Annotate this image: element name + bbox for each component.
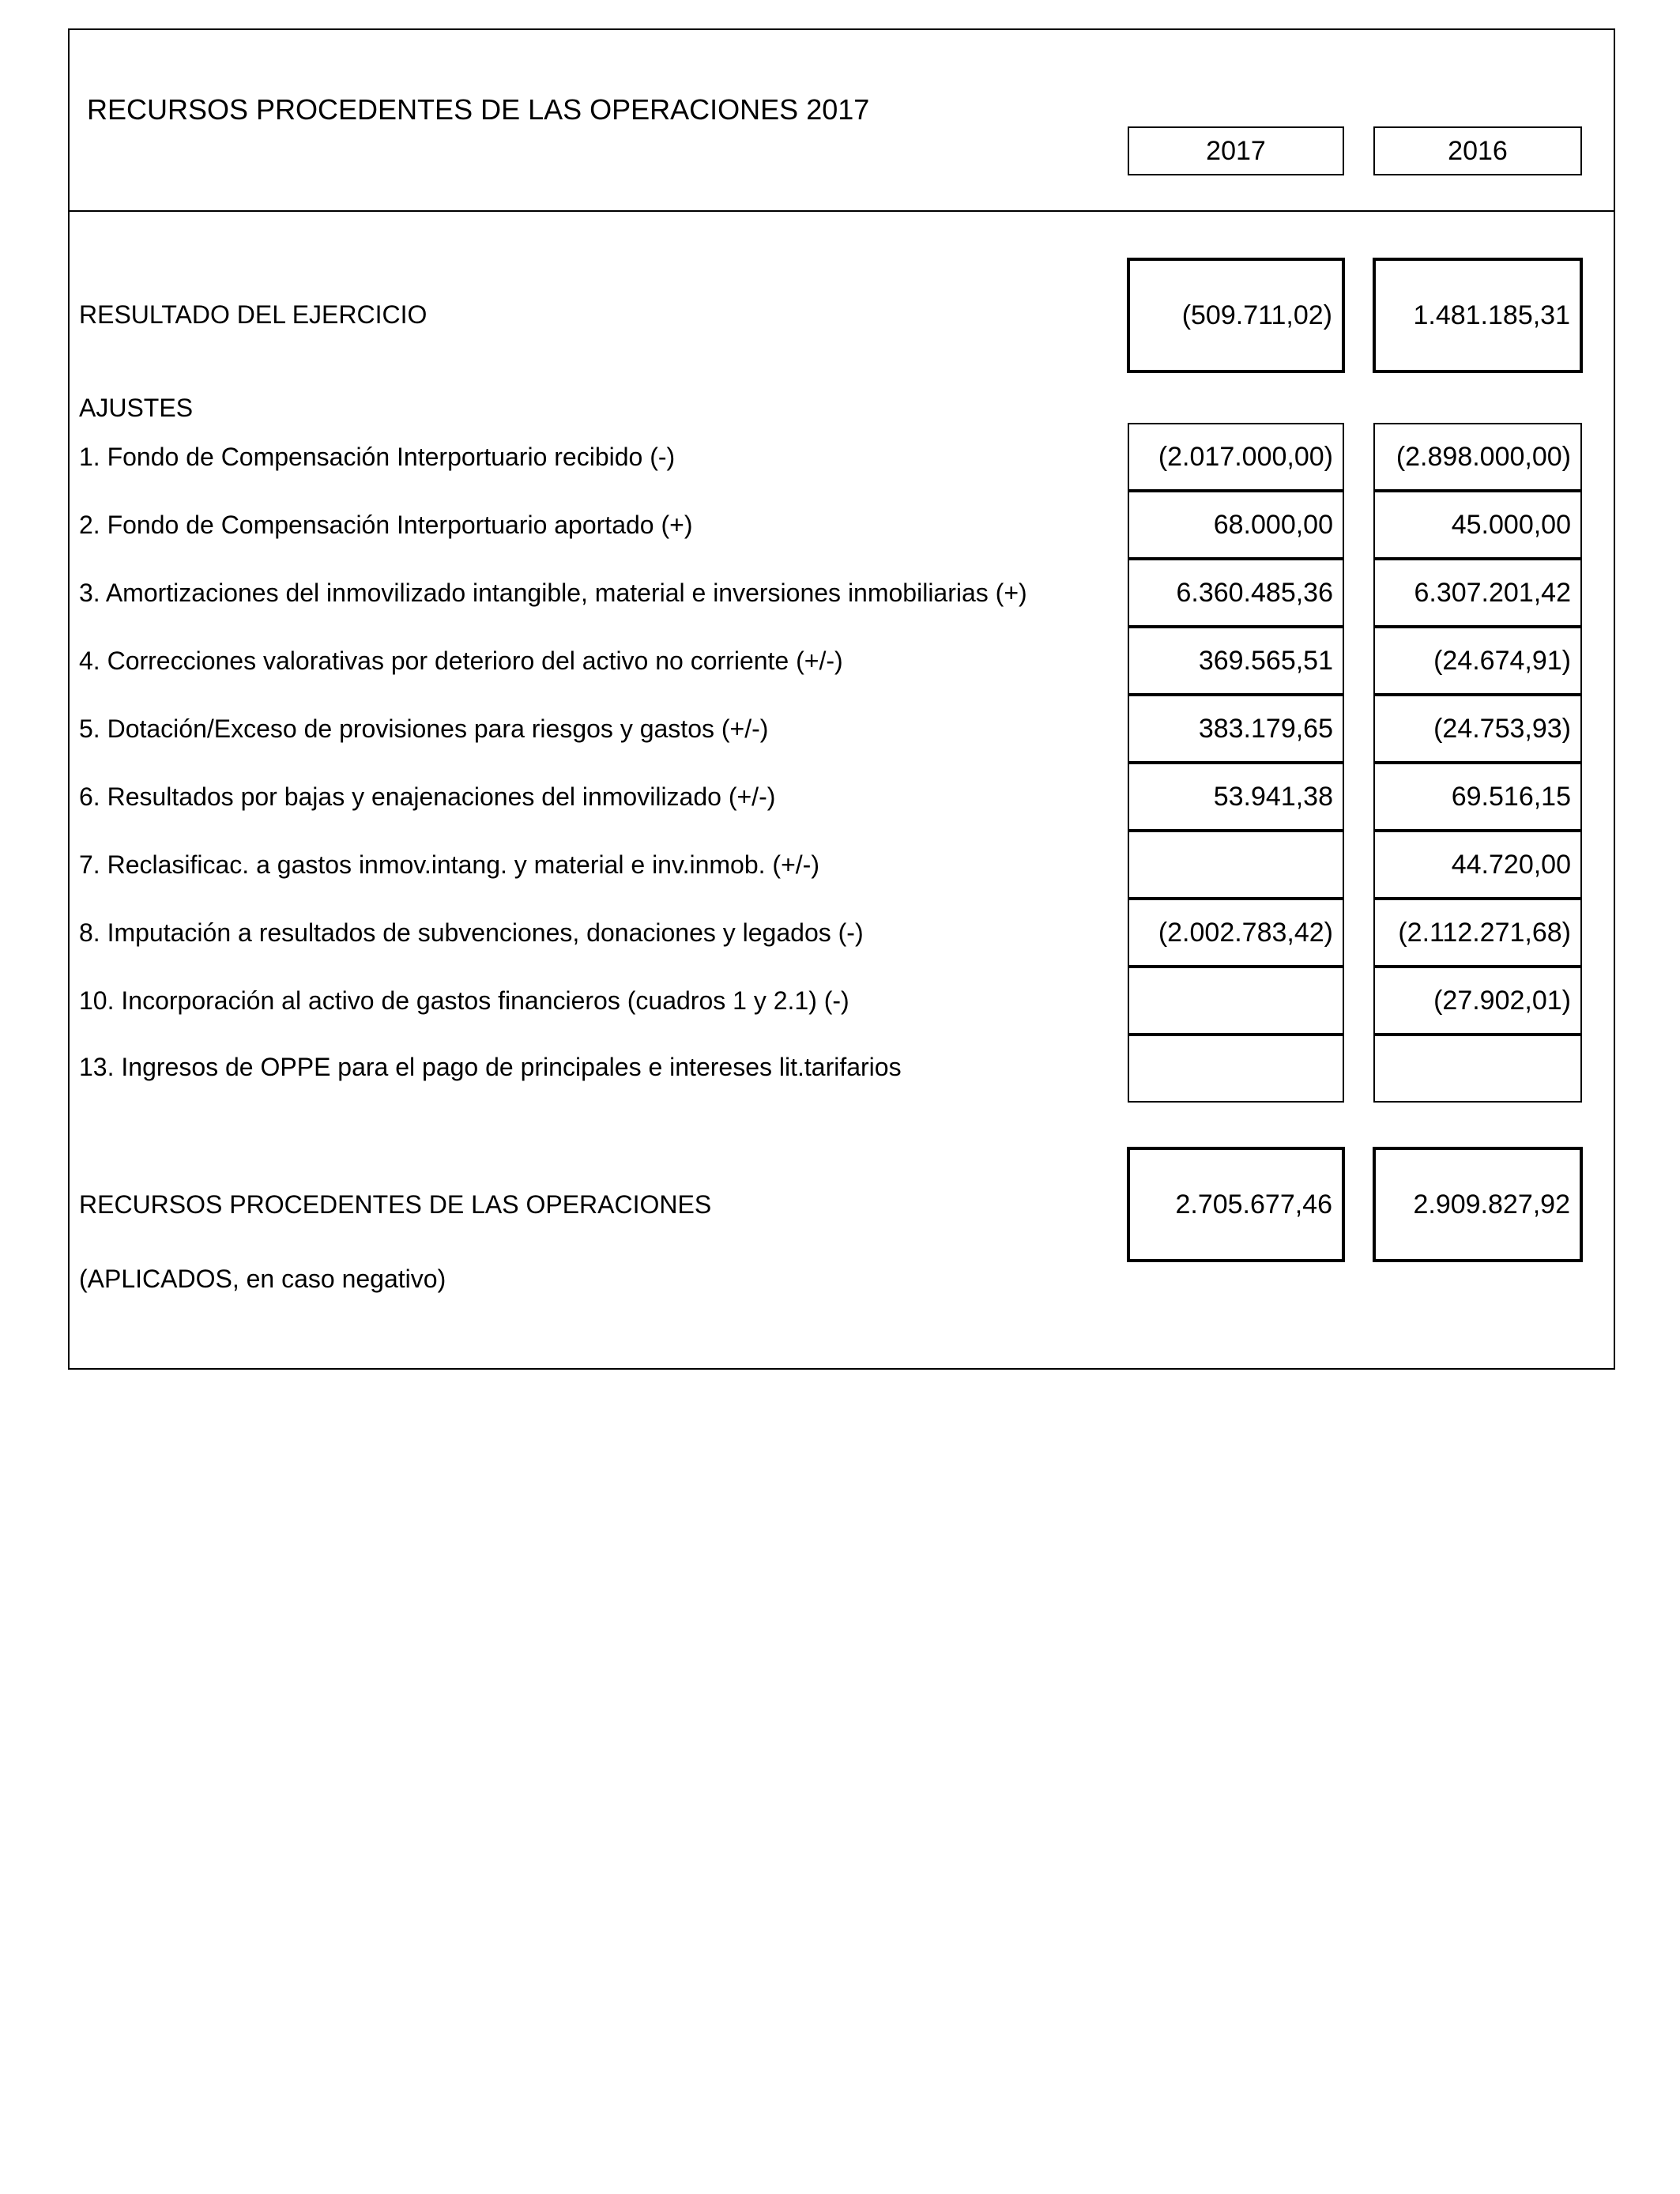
- row-2016-value: (27.902,01): [1373, 967, 1582, 1035]
- row-2017-value: 68.000,00: [1128, 491, 1344, 559]
- row-2017-value: [1128, 1035, 1344, 1103]
- column-header-2016: 2016: [1373, 126, 1582, 175]
- row-2016-value: (2.898.000,00): [1373, 423, 1582, 491]
- row-label: 2. Fondo de Compensación Interportuario aportado (+): [79, 511, 693, 539]
- row-label: 7. Reclasificac. a gastos inmov.intang. y material e inv.inmob. (+/-): [79, 850, 819, 879]
- page-title: RECURSOS PROCEDENTES DE LAS OPERACIONES 2017: [87, 93, 870, 126]
- row-2016-value: (24.674,91): [1373, 627, 1582, 695]
- header-divider: [68, 210, 1615, 212]
- row-2017-value: 6.360.485,36: [1128, 559, 1344, 627]
- total-label: RECURSOS PROCEDENTES DE LAS OPERACIONES: [79, 1190, 712, 1219]
- resultado-2016-value: 1.481.185,31: [1373, 258, 1583, 373]
- row-2016-value: 45.000,00: [1373, 491, 1582, 559]
- row-2016-value: 44.720,00: [1373, 831, 1582, 899]
- column-header-2017: 2017: [1128, 126, 1344, 175]
- row-2017-value: [1128, 831, 1344, 899]
- row-label: 10. Incorporación al activo de gastos financieros (cuadros 1 y 2.1) (-): [79, 986, 849, 1015]
- row-2016-value: 6.307.201,42: [1373, 559, 1582, 627]
- total-2016-value: 2.909.827,92: [1373, 1147, 1583, 1262]
- row-2017-value: [1128, 967, 1344, 1035]
- ajustes-label: AJUSTES: [79, 394, 194, 422]
- row-2017-value: (2.002.783,42): [1128, 899, 1344, 967]
- row-2017-value: 369.565,51: [1128, 627, 1344, 695]
- resultado-2017-value: (509.711,02): [1127, 258, 1345, 373]
- row-label: 13. Ingresos de OPPE para el pago de principales e intereses lit.tarifarios: [79, 1053, 902, 1081]
- row-label: 5. Dotación/Exceso de provisiones para riesgos y gastos (+/-): [79, 714, 769, 743]
- total-2017-value: 2.705.677,46: [1127, 1147, 1345, 1262]
- row-2017-value: 383.179,65: [1128, 695, 1344, 763]
- row-label: 8. Imputación a resultados de subvenciones, donaciones y legados (-): [79, 918, 864, 947]
- row-label: 1. Fondo de Compensación Interportuario recibido (-): [79, 443, 676, 471]
- row-2017-value: (2.017.000,00): [1128, 423, 1344, 491]
- row-label: 6. Resultados por bajas y enajenaciones del inmovilizado (+/-): [79, 782, 776, 811]
- row-2016-value: 69.516,15: [1373, 763, 1582, 831]
- row-2017-value: 53.941,38: [1128, 763, 1344, 831]
- total-note: (APLICADOS, en caso negativo): [79, 1265, 446, 1293]
- row-2016-value: (24.753,93): [1373, 695, 1582, 763]
- row-label: 3. Amortizaciones del inmovilizado intangible, material e inversiones inmobiliarias (+): [79, 579, 1027, 607]
- row-label: 4. Correcciones valorativas por deterioro del activo no corriente (+/-): [79, 647, 843, 675]
- resultado-label: RESULTADO DEL EJERCICIO: [79, 300, 428, 329]
- row-2016-value: (2.112.271,68): [1373, 899, 1582, 967]
- row-2016-value: [1373, 1035, 1582, 1103]
